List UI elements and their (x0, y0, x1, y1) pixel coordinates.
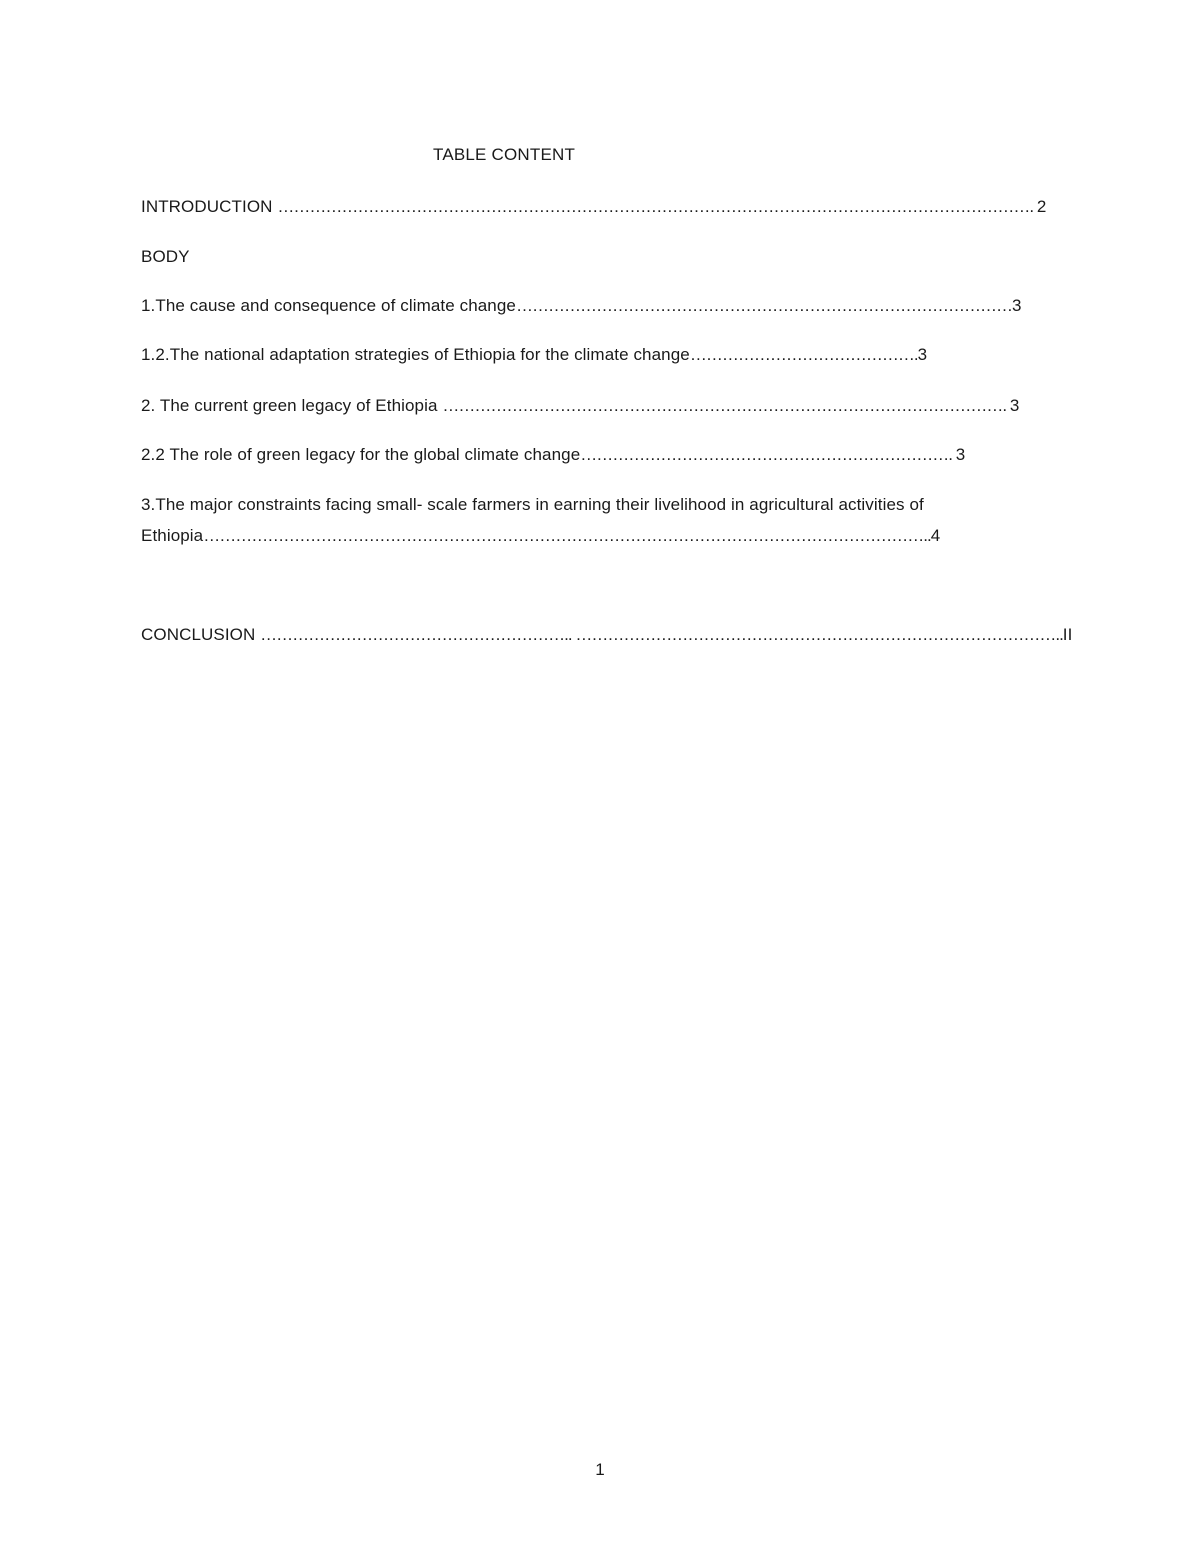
toc-entry-label: INTRODUCTION (141, 197, 278, 216)
toc-entry-2 (141, 395, 1019, 417)
toc-entry-2-2 (141, 444, 965, 466)
toc-entry-1-2 (141, 344, 927, 366)
toc-entry-leader: ………………………………………………….. ……………………………………………………………………………….. (260, 625, 1063, 644)
toc-entry-leader: ……………………………………. (689, 345, 918, 364)
toc-entry-label: 3.The major constraints facing small- scale farmers in earning their livelihood in agricultural activities of Ethiopia (141, 495, 924, 545)
toc-entry-label: 2.2 The role of green legacy for the global climate change (141, 445, 581, 464)
page-number: 1 (595, 1460, 605, 1479)
toc-entry-leader: ……………………………………………………………………………………………………………………….. (203, 526, 931, 545)
toc-entry-page: 3 (1011, 296, 1022, 315)
toc-entry-label: BODY (141, 247, 190, 266)
toc-entry-page: II (1062, 625, 1073, 644)
toc-entry-label: 2. The current green legacy of Ethiopia (141, 396, 443, 415)
toc-entry-page: 3 (955, 445, 966, 464)
toc-entry-page: 3 (1009, 396, 1020, 415)
toc-entry-page: 2 (1036, 197, 1047, 216)
toc-entry-leader: ……………………………………………………………. (580, 445, 956, 464)
toc-entry-leader: ……………………………………………………………………………………………. (442, 396, 1010, 415)
toc-entry-leader: ……………………………………………………………………………………………………………………………. (277, 197, 1037, 216)
toc-title: TABLE CONTENT (433, 145, 576, 164)
toc-entry-introduction (141, 196, 1046, 218)
toc-entry-conclusion (141, 624, 1072, 646)
toc-entry-page: 4 (930, 526, 941, 545)
toc-entry-1 (141, 295, 1022, 317)
toc-entry-3 (141, 489, 1061, 551)
toc-entry-body (141, 246, 190, 268)
toc-entry-label: 1.The cause and consequence of climate change (141, 296, 516, 315)
toc-entry-label: 1.2.The national adaptation strategies of Ethiopia for the climate change (141, 345, 690, 364)
toc-entry-label: CONCLUSION (141, 625, 261, 644)
toc-entry-leader: ………………………………………………………………………………… (515, 296, 1012, 315)
toc-entry-page: 3 (917, 345, 928, 364)
